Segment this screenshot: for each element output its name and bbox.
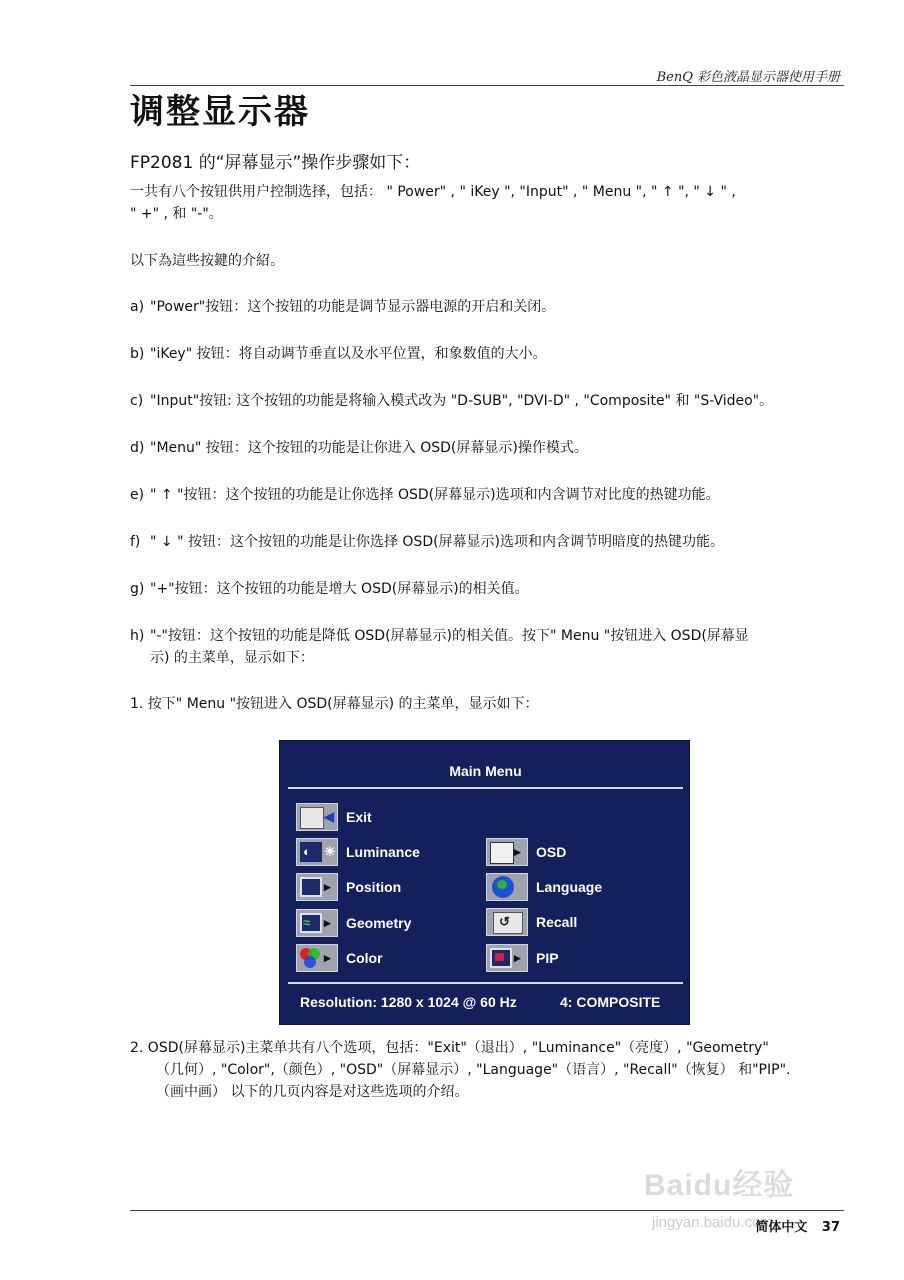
footer-divider (130, 1210, 844, 1211)
osd-bottom-divider (288, 982, 683, 984)
list-item (130, 531, 846, 553)
step-2-line-3: （画中画） 以下的几页内容是对这些选项的介绍。 (156, 1084, 469, 1100)
geometry-icon: ≈ ▸ (296, 909, 338, 937)
buttons-intro: 以下為這些按鍵的介紹。 (130, 253, 284, 269)
step-2 (130, 1037, 846, 1103)
exit-icon: ◀ (296, 803, 338, 831)
position-icon: ▸ (296, 873, 338, 901)
list-item-text: " ↓ " 按钮：这个按钮的功能是让你选择 OSD(屏幕显示)选项和内含调节明暗度的热键功能。 (150, 534, 725, 550)
baidu-watermark-logo: Baidu经验 (644, 1169, 795, 1202)
list-item-text: "iKey" 按钮：将自动调节垂直以及水平位置，和象数值的大小。 (150, 346, 547, 362)
osd-resolution: Resolution: 1280 x 1024 @ 60 Hz (300, 994, 517, 1010)
footer (650, 1216, 840, 1235)
list-item (130, 484, 846, 506)
footer-language: 简体中文 (755, 1220, 808, 1235)
list-item-label: g) (130, 581, 145, 597)
overview-line-1: 一共有八个按钮供用户控制选择，包括： " Power" , " iKey ", "Input" , " Menu ", " ↑ ", " ↓ " , (130, 184, 736, 200)
page-title: 调整显示器 (130, 92, 310, 132)
luminance-icon: ◐ ☀ (296, 838, 338, 866)
osd-item-label: PIP (536, 950, 559, 966)
baidu-watermark-url: jingyan.baidu.com (652, 1214, 773, 1231)
pip-icon: ▸ (486, 944, 528, 972)
list-item-label: b) (130, 346, 145, 362)
step-1: 1. 按下" Menu "按钮进入 OSD(屏幕显示) 的主菜单，显示如下： (130, 696, 539, 712)
globe-icon (486, 873, 528, 901)
list-item-continuation: 示) 的主菜单，显示如下： (150, 650, 314, 666)
list-item (130, 437, 846, 459)
list-item (130, 296, 846, 318)
list-item-label: d) (130, 440, 145, 456)
osd-item-label: OSD (536, 844, 567, 860)
list-item-label: f) (130, 534, 141, 550)
osd-item-label: Color (346, 950, 383, 966)
list-item-text: "-"按钮：这个按钮的功能是降低 OSD(屏幕显示)的相关值。按下" Menu "按钮进入 OSD(屏幕显 (150, 628, 749, 644)
osd-item-label: Language (536, 879, 603, 895)
osd-settings-icon: ▸ (486, 838, 528, 866)
list-item-label: c) (130, 393, 144, 409)
page-number: 37 (821, 1220, 840, 1235)
osd-item-label: Geometry (346, 915, 412, 931)
list-item-text: "+"按钮：这个按钮的功能是增大 OSD(屏幕显示)的相关值。 (150, 581, 529, 597)
running-header: BenQ 彩色液晶显示器使用手册 (656, 70, 840, 85)
osd-top-divider (288, 787, 683, 789)
list-item-text: " ↑ "按钮：这个按钮的功能是让你选择 OSD(屏幕显示)选项和内含调节对比度的热键功能。 (150, 487, 720, 503)
buttons-overview (130, 181, 846, 225)
color-icon: ▸ (296, 944, 338, 972)
overview-line-2: " +" , 和 "-"。 (130, 206, 223, 222)
step-2-line-1: 2. OSD(屏幕显示)主菜单共有八个选项，包括："Exit"（退出）, "Luminance"（亮度）, "Geometry" (130, 1040, 769, 1056)
section-subtitle: FP2081 的“屏幕显示”操作步骤如下： (130, 153, 421, 173)
list-item (130, 343, 846, 365)
osd-menu-title: Main Menu (449, 763, 522, 779)
osd-item-label: Position (346, 879, 402, 895)
step-2-line-2: （几何）, "Color",（颜色）, "OSD"（屏幕显示）, "Language"（语言）, "Recall"（恢复） 和"PIP". (156, 1062, 791, 1078)
list-item-label: e) (130, 487, 145, 503)
list-item (130, 625, 846, 669)
osd-item-label: Recall (536, 914, 578, 930)
list-item-text: "Input"按钮: 这个按钮的功能是将输入模式改为 "D-SUB", "DVI-D" , "Composite" 和 "S-Video"。 (150, 393, 774, 409)
osd-item-label: Exit (346, 809, 372, 825)
recall-icon: ↺ (486, 908, 528, 936)
osd-main-menu (279, 740, 690, 1025)
list-item (130, 578, 846, 600)
list-item-text: "Menu" 按钮：这个按钮的功能是让你进入 OSD(屏幕显示)操作模式。 (150, 440, 588, 456)
list-item (130, 390, 846, 412)
osd-input-source: 4: COMPOSITE (560, 994, 661, 1010)
list-item-label: h) (130, 628, 145, 644)
list-item-text: "Power"按钮：这个按钮的功能是调节显示器电源的开启和关闭。 (150, 299, 556, 315)
osd-item-label: Luminance (346, 844, 420, 860)
list-item-label: a) (130, 299, 145, 315)
